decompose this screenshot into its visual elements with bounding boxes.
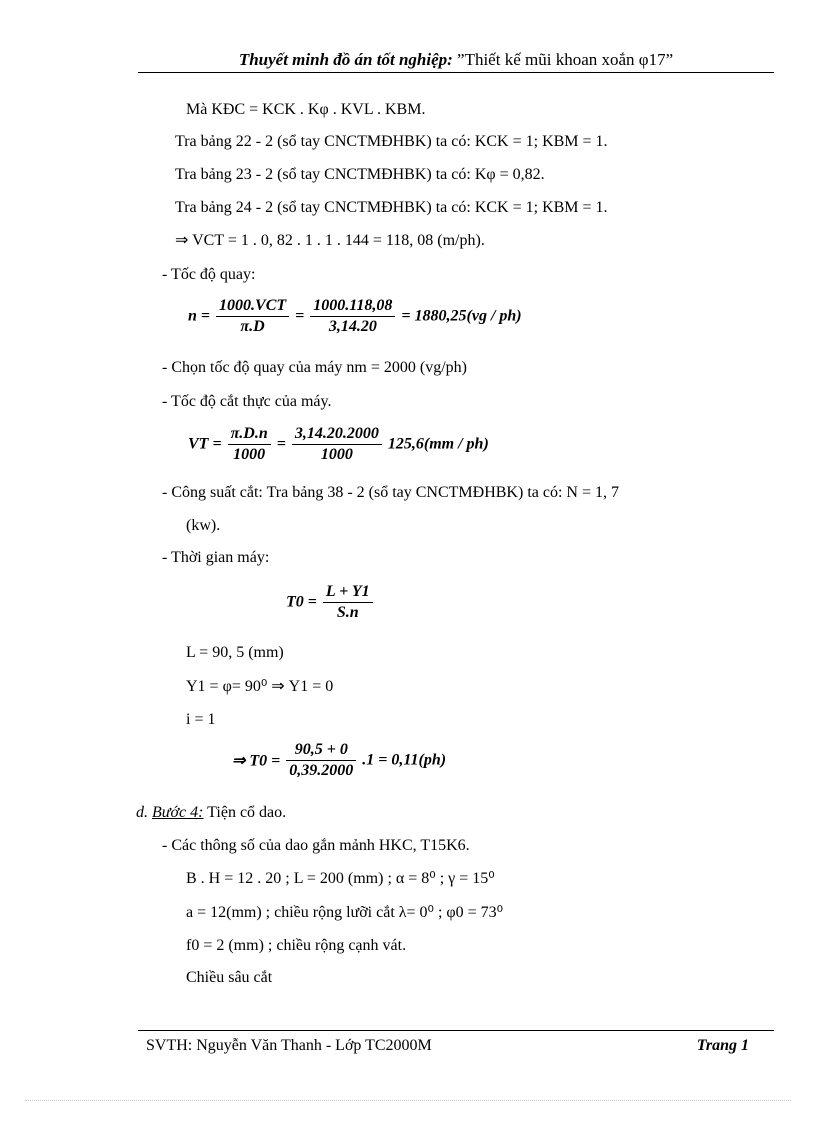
text-line: - Chọn tốc độ quay của máy nm = 2000 (vg/ph) (162, 359, 467, 376)
footer-rule (138, 1030, 774, 1031)
text-line: i = 1 (186, 711, 216, 728)
text-line: ⇒ VCT = 1 . 0, 82 . 1 . 1 . 144 = 118, 08 (m/ph). (175, 232, 485, 249)
text-line: L = 90, 5 (mm) (186, 644, 284, 661)
header-rule (138, 72, 774, 73)
text-line: f0 = 2 (mm) ; chiều rộng cạnh vát. (186, 937, 407, 954)
text-line: - Các thông số của dao gắn mảnh HKC, T15K6. (162, 837, 470, 854)
text-line: a = 12(mm) ; chiều rộng lưỡi cắt λ= 0⁰ ; φ0 = 73⁰ (186, 904, 504, 921)
page-number: Trang 1 (696, 1037, 749, 1054)
text-line: Y1 = φ= 90⁰ ⇒ Y1 = 0 (186, 678, 334, 695)
text-line: Mà KĐC = KCK . Kφ . KVL . KBM. (186, 101, 426, 118)
text-line: - Công suất cắt: Tra bảng 38 - 2 (sổ tay CNCTMĐHBK) ta có: N = 1, 7 (162, 484, 619, 501)
text-line: Tra bảng 22 - 2 (sổ tay CNCTMĐHBK) ta có: KCK = 1; KBM = 1. (175, 133, 608, 150)
text-line: (kw). (186, 517, 221, 534)
text-line: Tra bảng 23 - 2 (sổ tay CNCTMĐHBK) ta có: Kφ = 0,82. (175, 166, 545, 183)
header-title: ”Thiết kế mũi khoan xoắn φ17” (457, 50, 674, 69)
section-heading: d. Bước 4: Tiện cổ dao. (136, 804, 287, 821)
equation-cutting-speed: VT = $\frac{\pi.D.n}{1000}$ = $\frac{3,14.20.2000}{1000}$ 125,6(mm / ph) (188, 425, 489, 463)
page-edge (25, 1100, 791, 1101)
text-line: - Tốc độ quay: (162, 266, 256, 283)
equation-machine-time-result: ⇒ T0 = $\frac{90,5 + 0}{0,39.2000}$ .1 = 0,11(ph) (232, 741, 447, 779)
page-header (138, 50, 774, 70)
equation-machine-time: T0 = $\frac{L + Y1}{S.n}$ (286, 582, 375, 623)
text-line: - Thời gian máy: (162, 549, 270, 566)
text-line: Tra bảng 24 - 2 (sổ tay CNCTMĐHBK) ta có: KCK = 1; KBM = 1. (175, 199, 608, 216)
equation-rotational-speed: n = $\frac{\text{1000.VCT}}{\pi.D}$ = $\frac{1000.118,08}{3,14.20}$ = 1880,25(vg / ph) (188, 297, 522, 335)
footer-author: SVTH: Nguyễn Văn Thanh - Lớp TC2000M (146, 1037, 432, 1054)
text-line: Chiều sâu cắt (186, 969, 273, 986)
header-label: Thuyết minh đồ án tốt nghiệp: (238, 50, 453, 69)
text-line: B . H = 12 . 20 ; L = 200 (mm) ; α = 8⁰ ; γ = 15⁰ (186, 870, 495, 887)
text-line: - Tốc độ cắt thực của máy. (162, 393, 332, 410)
